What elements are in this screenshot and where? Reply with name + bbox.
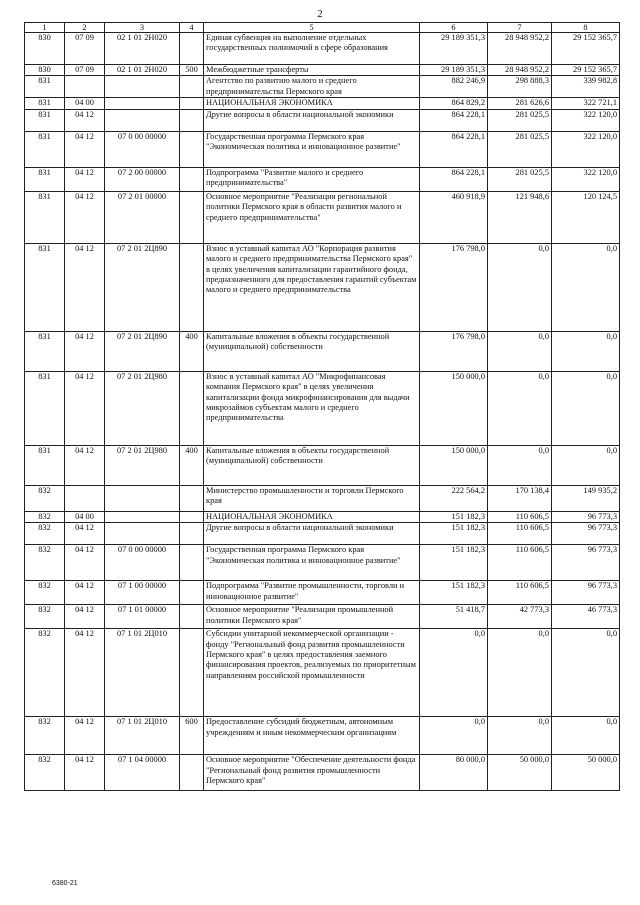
admin-code-cell: 832: [25, 581, 65, 605]
description-cell: НАЦИОНАЛЬНАЯ ЭКОНОМИКА: [204, 511, 420, 522]
table-row: [25, 98, 620, 109]
description-cell: Капитальные вложения в объекты государственной (муниципальной) собственности: [204, 445, 420, 485]
amount-col6-cell: 882 246,9: [420, 76, 488, 98]
target-code-cell: 02 1 01 2Н020: [105, 33, 180, 65]
description-cell: Государственная программа Пермского края "Экономическая политика и инновационное развитие": [204, 131, 420, 167]
amount-col7-cell: 0,0: [488, 445, 552, 485]
section-code-cell: 04 00: [65, 511, 105, 522]
table-row: [25, 76, 620, 98]
amount-col6-cell: 0,0: [420, 717, 488, 755]
description-cell: Взнос в уставный капитал АО "Корпорация развития малого и среднего предпринимательства Пермского края" в целях увеличения капитализации гарантийного фонда, предназначенного для предоставления гарантий субъектам малого и среднего предпринимательства: [204, 243, 420, 331]
admin-code-cell: 832: [25, 523, 65, 545]
expense-type-cell: [180, 243, 204, 331]
description-cell: Основное мероприятие "Реализация промышленной политики Пермского края": [204, 605, 420, 629]
admin-code-cell: 832: [25, 545, 65, 581]
target-code-cell: 07 2 01 2Ц980: [105, 445, 180, 485]
amount-col8-cell: 339 982,8: [552, 76, 620, 98]
expense-type-cell: [180, 76, 204, 98]
target-code-cell: 02 1 01 2Н020: [105, 65, 180, 76]
expense-type-cell: [180, 545, 204, 581]
admin-code-cell: 831: [25, 331, 65, 371]
amount-col6-cell: 80 000,0: [420, 755, 488, 791]
description-cell: Взнос в уставный капитал АО "Микрофинансовая компания Пермского края" в целях увеличения капитализации фонда микрофинансирования для выдачи микрозаймов субъектам малого и среднего предпринимательства: [204, 371, 420, 445]
expense-type-cell: 400: [180, 331, 204, 371]
admin-code-cell: 832: [25, 605, 65, 629]
amount-col7-cell: 50 000,0: [488, 755, 552, 791]
admin-code-cell: 831: [25, 243, 65, 331]
table-row: [25, 755, 620, 791]
amount-col8-cell: 50 000,0: [552, 755, 620, 791]
amount-col7-cell: 281 025,5: [488, 167, 552, 191]
amount-col8-cell: 0,0: [552, 629, 620, 717]
expense-type-cell: [180, 511, 204, 522]
description-cell: Основное мероприятие "Обеспечение деятельности фонда "Региональный фонд развития промышленности Пермского края": [204, 755, 420, 791]
amount-col7-cell: 281 025,5: [488, 131, 552, 167]
description-cell: НАЦИОНАЛЬНАЯ ЭКОНОМИКА: [204, 98, 420, 109]
admin-code-cell: 831: [25, 445, 65, 485]
admin-code-cell: 831: [25, 109, 65, 131]
target-code-cell: 07 0 00 00000: [105, 131, 180, 167]
budget-table: [24, 22, 620, 791]
description-cell: Агентство по развитию малого и среднего предпринимательства Пермского края: [204, 76, 420, 98]
amount-col7-cell: 281 626,6: [488, 98, 552, 109]
section-code-cell: 04 12: [65, 131, 105, 167]
amount-col8-cell: 96 773,3: [552, 545, 620, 581]
expense-type-cell: [180, 371, 204, 445]
amount-col7-cell: 42 773,3: [488, 605, 552, 629]
section-code-cell: 04 00: [65, 98, 105, 109]
header-cell-3: 3: [105, 23, 180, 33]
page-number: 2: [317, 8, 323, 20]
amount-col8-cell: 0,0: [552, 445, 620, 485]
admin-code-cell: 831: [25, 167, 65, 191]
section-code-cell: 04 12: [65, 371, 105, 445]
admin-code-cell: 831: [25, 76, 65, 98]
amount-col7-cell: 110 606,5: [488, 511, 552, 522]
amount-col7-cell: 0,0: [488, 717, 552, 755]
expense-type-cell: [180, 33, 204, 65]
amount-col8-cell: 96 773,3: [552, 581, 620, 605]
admin-code-cell: 832: [25, 717, 65, 755]
admin-code-cell: 832: [25, 511, 65, 522]
description-cell: Капитальные вложения в объекты государственной (муниципальной) собственности: [204, 331, 420, 371]
expense-type-cell: 600: [180, 717, 204, 755]
amount-col7-cell: 0,0: [488, 331, 552, 371]
amount-col6-cell: 29 189 351,3: [420, 65, 488, 76]
amount-col7-cell: 281 025,5: [488, 109, 552, 131]
table-row: [25, 581, 620, 605]
section-code-cell: [65, 485, 105, 511]
amount-col7-cell: 110 606,5: [488, 581, 552, 605]
admin-code-cell: 832: [25, 485, 65, 511]
header-cell-8: 8: [552, 23, 620, 33]
table-row: [25, 629, 620, 717]
amount-col8-cell: 29 152 365,7: [552, 33, 620, 65]
section-code-cell: 04 12: [65, 331, 105, 371]
expense-type-cell: 400: [180, 445, 204, 485]
amount-col8-cell: 0,0: [552, 717, 620, 755]
description-cell: Субсидии унитарной некоммерческой организации - фонду "Региональный фонд развития промышленности Пермского края" в целях предоставления заемного финансирования проектов, реализуемых по приоритетным направлениям российской промышленности: [204, 629, 420, 717]
amount-col6-cell: 151 182,3: [420, 545, 488, 581]
expense-type-cell: 500: [180, 65, 204, 76]
section-code-cell: 07 09: [65, 33, 105, 65]
section-code-cell: 04 12: [65, 191, 105, 243]
amount-col7-cell: 0,0: [488, 371, 552, 445]
amount-col6-cell: 29 189 351,3: [420, 33, 488, 65]
section-code-cell: 04 12: [65, 605, 105, 629]
target-code-cell: 07 1 00 00000: [105, 581, 180, 605]
amount-col6-cell: 864 228,1: [420, 131, 488, 167]
target-code-cell: [105, 76, 180, 98]
description-cell: Другие вопросы в области национальной экономики: [204, 109, 420, 131]
amount-col6-cell: 51 418,7: [420, 605, 488, 629]
table-row: [25, 243, 620, 331]
description-cell: Подпрограмма "Развитие промышленности, торговли и инновационное развитие": [204, 581, 420, 605]
description-cell: Другие вопросы в области национальной экономики: [204, 523, 420, 545]
expense-type-cell: [180, 523, 204, 545]
table-row: [25, 511, 620, 522]
target-code-cell: 07 2 01 2Ц890: [105, 331, 180, 371]
section-code-cell: 07 09: [65, 65, 105, 76]
expense-type-cell: [180, 581, 204, 605]
target-code-cell: 07 2 01 2Ц980: [105, 371, 180, 445]
amount-col7-cell: 28 948 952,2: [488, 33, 552, 65]
amount-col7-cell: 170 138,4: [488, 485, 552, 511]
table-row: [25, 445, 620, 485]
section-code-cell: 04 12: [65, 581, 105, 605]
amount-col6-cell: 0,0: [420, 629, 488, 717]
admin-code-cell: 832: [25, 755, 65, 791]
header-cell-7: 7: [488, 23, 552, 33]
admin-code-cell: 831: [25, 98, 65, 109]
target-code-cell: [105, 511, 180, 522]
header-cell-6: 6: [420, 23, 488, 33]
amount-col7-cell: 0,0: [488, 629, 552, 717]
amount-col8-cell: 120 124,5: [552, 191, 620, 243]
expense-type-cell: [180, 167, 204, 191]
amount-col7-cell: 28 948 952,2: [488, 65, 552, 76]
table-row: [25, 545, 620, 581]
section-code-cell: 04 12: [65, 629, 105, 717]
target-code-cell: 07 1 01 00000: [105, 605, 180, 629]
target-code-cell: [105, 109, 180, 131]
section-code-cell: 04 12: [65, 755, 105, 791]
header-cell-2: 2: [65, 23, 105, 33]
amount-col8-cell: 0,0: [552, 243, 620, 331]
amount-col6-cell: 864 228,1: [420, 109, 488, 131]
header-row: [25, 23, 620, 33]
section-code-cell: 04 12: [65, 445, 105, 485]
table-row: [25, 523, 620, 545]
amount-col8-cell: 322 120,0: [552, 109, 620, 131]
table-row: [25, 371, 620, 445]
target-code-cell: 07 1 01 2Ц010: [105, 629, 180, 717]
table-row: [25, 109, 620, 131]
admin-code-cell: 831: [25, 371, 65, 445]
amount-col6-cell: 222 564,2: [420, 485, 488, 511]
amount-col8-cell: 322 120,0: [552, 131, 620, 167]
header-cell-5: 5: [204, 23, 420, 33]
amount-col7-cell: 298 888,3: [488, 76, 552, 98]
amount-col8-cell: 46 773,3: [552, 605, 620, 629]
target-code-cell: 07 1 04 00000: [105, 755, 180, 791]
target-code-cell: 07 2 01 2Ц890: [105, 243, 180, 331]
description-cell: Министерство промышленности и торговли Пермского края: [204, 485, 420, 511]
description-cell: Единая субвенция на выполнение отдельных государственных полномочий в сфере образования: [204, 33, 420, 65]
table-row: [25, 717, 620, 755]
section-code-cell: 04 12: [65, 717, 105, 755]
table-row: [25, 331, 620, 371]
expense-type-cell: [180, 98, 204, 109]
description-cell: Подпрограмма "Развитие малого и среднего предпринимательства": [204, 167, 420, 191]
admin-code-cell: 830: [25, 65, 65, 76]
target-code-cell: [105, 98, 180, 109]
amount-col6-cell: 151 182,3: [420, 511, 488, 522]
expense-type-cell: [180, 755, 204, 791]
amount-col8-cell: 96 773,3: [552, 511, 620, 522]
target-code-cell: [105, 523, 180, 545]
amount-col8-cell: 149 935,2: [552, 485, 620, 511]
table-row: [25, 65, 620, 76]
amount-col6-cell: 176 798,0: [420, 243, 488, 331]
target-code-cell: 07 1 01 2Ц010: [105, 717, 180, 755]
target-code-cell: 07 0 00 00000: [105, 545, 180, 581]
expense-type-cell: [180, 191, 204, 243]
amount-col7-cell: 110 606,5: [488, 523, 552, 545]
amount-col6-cell: 864 228,1: [420, 167, 488, 191]
section-code-cell: 04 12: [65, 545, 105, 581]
header-cell-4: 4: [180, 23, 204, 33]
footer-code: 6380-21: [52, 880, 78, 887]
table-row: [25, 485, 620, 511]
section-code-cell: [65, 76, 105, 98]
admin-code-cell: 831: [25, 131, 65, 167]
section-code-cell: 04 12: [65, 523, 105, 545]
amount-col8-cell: 322 721,1: [552, 98, 620, 109]
table-row: [25, 191, 620, 243]
expense-type-cell: [180, 109, 204, 131]
expense-type-cell: [180, 605, 204, 629]
amount-col6-cell: 150 000,0: [420, 445, 488, 485]
amount-col8-cell: 0,0: [552, 331, 620, 371]
table-row: [25, 131, 620, 167]
admin-code-cell: 830: [25, 33, 65, 65]
amount-col7-cell: 121 948,6: [488, 191, 552, 243]
description-cell: Предоставление субсидий бюджетным, автономным учреждениям и иным некоммерческим организациям: [204, 717, 420, 755]
header-cell-1: 1: [25, 23, 65, 33]
amount-col7-cell: 110 606,5: [488, 545, 552, 581]
amount-col8-cell: 96 773,3: [552, 523, 620, 545]
expense-type-cell: [180, 131, 204, 167]
amount-col7-cell: 0,0: [488, 243, 552, 331]
amount-col6-cell: 151 182,3: [420, 581, 488, 605]
amount-col6-cell: 151 182,3: [420, 523, 488, 545]
amount-col6-cell: 150 000,0: [420, 371, 488, 445]
description-cell: Государственная программа Пермского края "Экономическая политика и инновационное развитие": [204, 545, 420, 581]
expense-type-cell: [180, 485, 204, 511]
section-code-cell: 04 12: [65, 243, 105, 331]
table-row: [25, 167, 620, 191]
target-code-cell: [105, 485, 180, 511]
table-row: [25, 33, 620, 65]
description-cell: Межбюджетные трансферты: [204, 65, 420, 76]
target-code-cell: 07 2 00 00000: [105, 167, 180, 191]
description-cell: Основное мероприятие "Реализация региональной политики Пермского края в области развития малого и среднего предпринимательства": [204, 191, 420, 243]
target-code-cell: 07 2 01 00000: [105, 191, 180, 243]
amount-col6-cell: 864 829,2: [420, 98, 488, 109]
admin-code-cell: 831: [25, 191, 65, 243]
expense-type-cell: [180, 629, 204, 717]
amount-col8-cell: 29 152 365,7: [552, 65, 620, 76]
admin-code-cell: 832: [25, 629, 65, 717]
amount-col6-cell: 176 798,0: [420, 331, 488, 371]
section-code-cell: 04 12: [65, 167, 105, 191]
section-code-cell: 04 12: [65, 109, 105, 131]
amount-col8-cell: 322 120,0: [552, 167, 620, 191]
amount-col6-cell: 460 918,9: [420, 191, 488, 243]
amount-col8-cell: 0,0: [552, 371, 620, 445]
table-row: [25, 605, 620, 629]
